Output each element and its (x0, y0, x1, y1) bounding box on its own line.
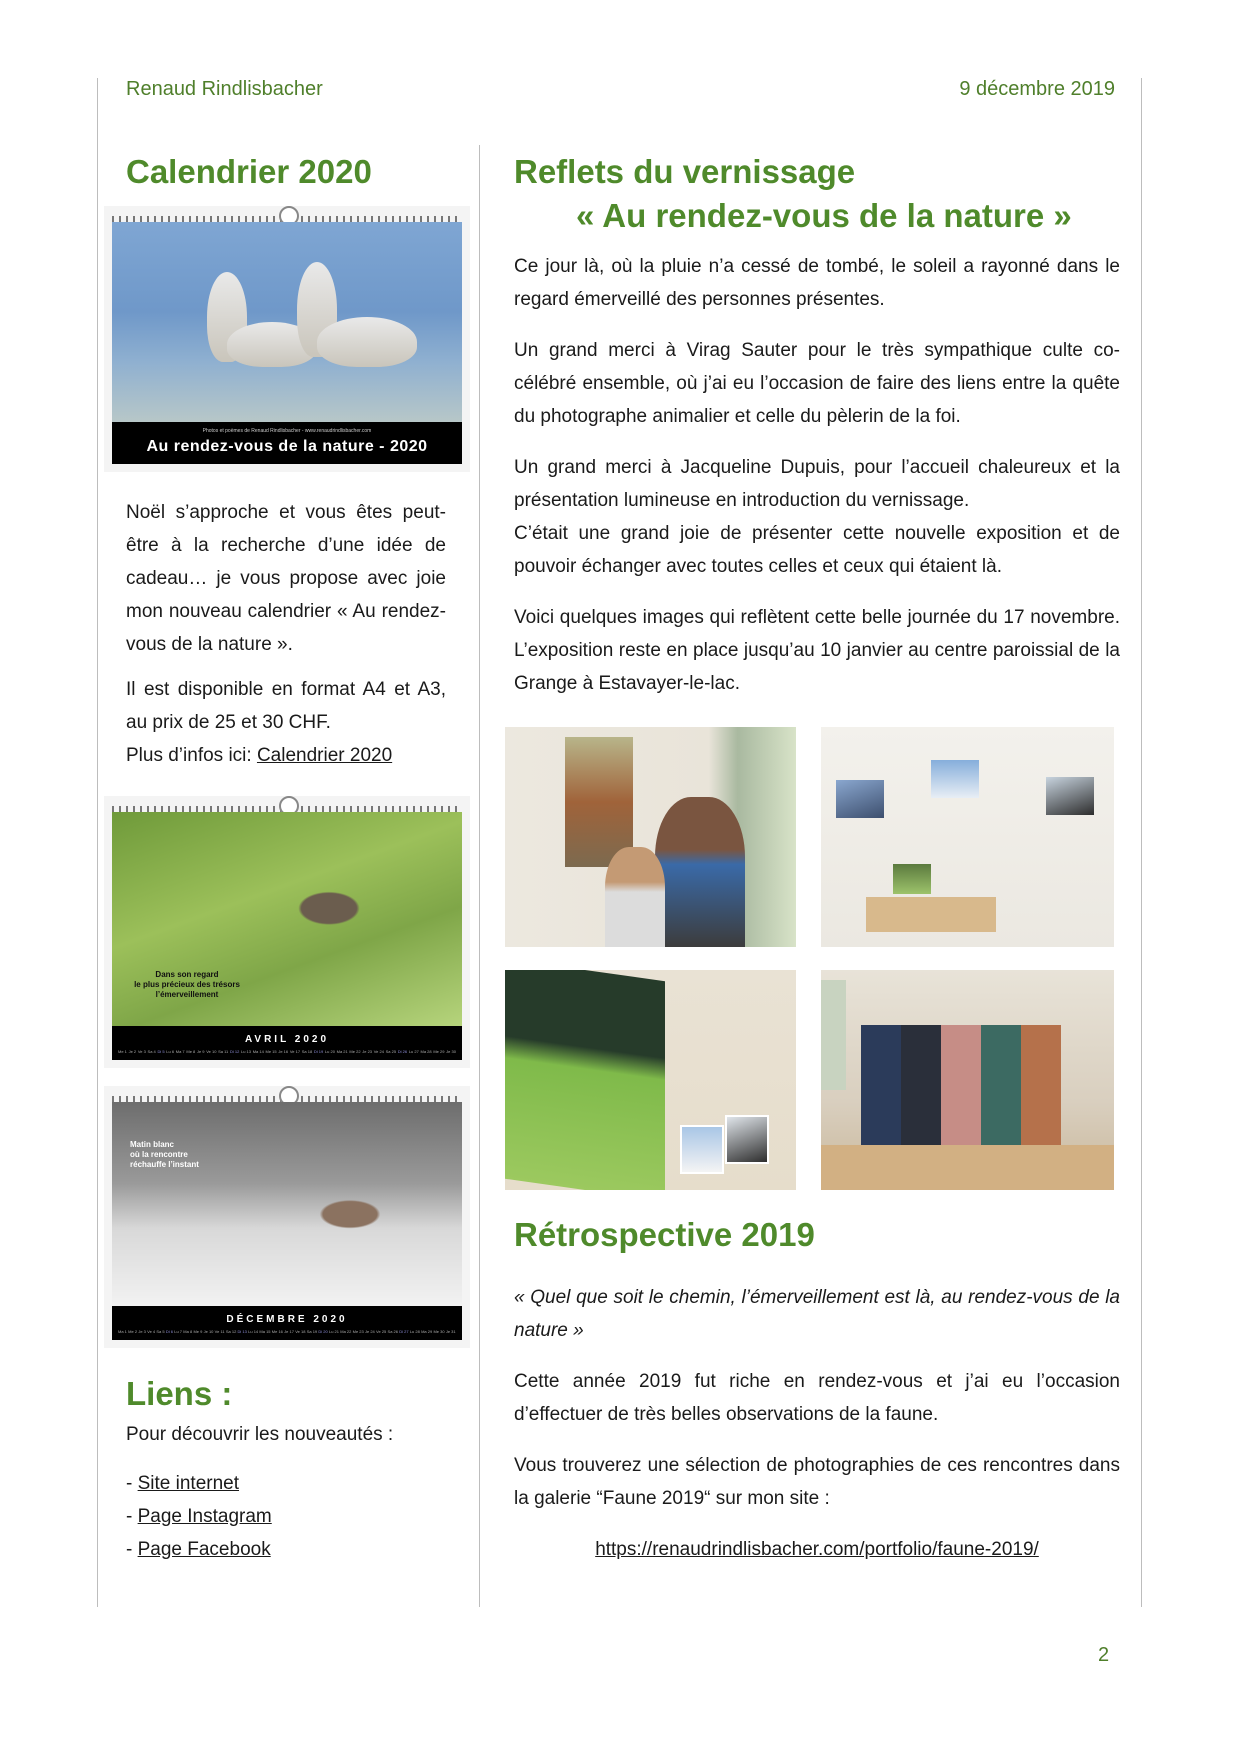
calendar-day: Ve 18 (295, 1329, 306, 1334)
cover-credit: Photos et poèmes de Renaud Rindlisbacher - www.renaudrindlisbacher.com (202, 428, 372, 434)
link-bullet: - (126, 1473, 138, 1494)
calendar-day: Je 16 (278, 1049, 289, 1054)
page-number: 2 (1098, 1644, 1110, 1666)
calendar-day: Me 15 (265, 1049, 277, 1054)
site-internet-link[interactable]: Site internet (137, 1473, 240, 1494)
calendar-day: Sa 25 (385, 1049, 397, 1054)
calendar-day: Je 31 (445, 1329, 456, 1334)
calendar-day: Lu 14 (248, 1329, 259, 1334)
calendar-day: Je 17 (284, 1329, 294, 1334)
calendar-day: Sa 19 (306, 1329, 318, 1334)
calendar-day: Lu 21 (328, 1329, 339, 1334)
calendar-day: Me 2 (128, 1329, 138, 1334)
retrospective-quote: « Quel que soit le chemin, l’émerveillement est là, au rendez-vous de la nature » (514, 1287, 1120, 1341)
calendar-day: Ve 24 (373, 1049, 384, 1054)
poem-line: Matin blanc (130, 1140, 175, 1149)
calendar-day: Ma 29 (421, 1329, 433, 1334)
vernissage-paragraph-3a: Un grand merci à Jacqueline Dupuis, pour l’accueil chaleureux et la présentation lumineuse en introduction du vernissage. (514, 457, 1120, 511)
calendar-paragraph-2: Il est disponible en format A4 et A3, au prix de 25 et 30 CHF. (126, 679, 446, 733)
child-figure (605, 847, 665, 947)
calendar-day: Me 22 (349, 1049, 361, 1054)
calendar-day: Di 13 (237, 1329, 247, 1334)
gallery-url-line (514, 1533, 1120, 1566)
calendar-day: Di 26 (397, 1049, 408, 1054)
link-bullet: - (126, 1539, 138, 1560)
december-month-label: DÉCEMBRE 2020 (226, 1314, 348, 1325)
retrospective-section (514, 1213, 1120, 1566)
calendar-day: Sa 26 (387, 1329, 398, 1334)
calendar-day: Ma 7 (175, 1049, 185, 1054)
fox-cub-photo (112, 812, 462, 1026)
visitors (861, 1025, 1061, 1145)
calendar-day: Ma 15 (259, 1329, 271, 1334)
links-section-title: Liens : (126, 1375, 233, 1412)
table (821, 1145, 1114, 1190)
cover-band (112, 422, 462, 464)
link-bullet: - (126, 1506, 138, 1527)
calendar-day: Me 1 (118, 1049, 127, 1054)
left-column (118, 150, 456, 1566)
header-author: Renaud Rindlisbacher (126, 78, 323, 100)
calendar-day: Me 9 (193, 1329, 203, 1334)
calendar-day: Je 3 (138, 1329, 146, 1334)
calendar-day: Di 20 (318, 1329, 328, 1334)
more-info-line (126, 739, 446, 772)
calendar-day: Ve 3 (137, 1049, 146, 1054)
vernissage-paragraph-1: Ce jour là, où la pluie n’a cessé de tombé, le soleil a rayonné dans le regard émerveillé des personnes présentes. (514, 256, 1120, 310)
poem-line: où la rencontre (130, 1150, 188, 1159)
calendar-day: Di 27 (399, 1329, 409, 1334)
postcard-2 (725, 1115, 769, 1164)
links-intro: Pour découvrir les nouveautés : (126, 1424, 394, 1445)
calendar-day: Ve 11 (214, 1329, 225, 1334)
photo-visitors-group (821, 970, 1114, 1190)
poem-line: Dans son regard (155, 970, 219, 979)
calendar-december-image (104, 1086, 470, 1348)
print-1 (836, 780, 884, 818)
link-item (126, 1500, 446, 1533)
calendar-day: Lu 20 (324, 1049, 335, 1054)
december-poem (130, 1140, 199, 1170)
december-band (112, 1306, 462, 1340)
poem-line: l’émerveillement (155, 990, 219, 999)
calendar-day: Lu 7 (174, 1329, 183, 1334)
cygnets-photo (112, 222, 462, 422)
poem-line: le plus précieux des trésors (134, 980, 240, 989)
calendar-day: Ma 28 (420, 1049, 432, 1054)
calendar-day: Ma 8 (183, 1329, 193, 1334)
retrospective-title: Rétrospective 2019 (514, 1216, 815, 1253)
calendar-day: Lu 6 (166, 1049, 175, 1054)
cover-title: Au rendez-vous de la nature - 2020 (146, 438, 428, 455)
calendar-day: Di 19 (313, 1049, 324, 1054)
april-day-row (112, 1045, 462, 1060)
vernissage-title-line-2: « Au rendez-vous de la nature » (576, 197, 1072, 234)
column-divider-rule (479, 145, 480, 1607)
vernissage-title-line-1: Reflets du vernissage (514, 153, 856, 190)
photo-man-with-child (505, 727, 796, 947)
cygnet-right-body (317, 317, 417, 367)
calendar-day: Sa 11 (218, 1049, 229, 1054)
print-3 (1046, 777, 1094, 815)
print-on-table (893, 864, 931, 894)
window (821, 980, 846, 1090)
calendar-day: Ve 4 (147, 1329, 156, 1334)
right-border-rule (1141, 78, 1142, 1607)
header-date: 9 décembre 2019 (959, 78, 1115, 100)
link-item (126, 1467, 446, 1500)
calendar-day: Di 5 (157, 1049, 165, 1054)
calendar-day: Ma 22 (340, 1329, 352, 1334)
vernissage-paragraph-3b: C’était une grand joie de présenter cette nouvelle exposition et de pouvoir échanger avec toutes celles et ceux qui étaient là. (514, 523, 1120, 577)
links-list (126, 1467, 446, 1566)
right-column (514, 150, 1120, 700)
calendar-day: Lu 28 (409, 1329, 420, 1334)
vernissage-paragraph-4: Voici quelques images qui reflètent cette belle journée du 17 novembre. L’exposition reste en place jusqu’au 10 janvier au centre paroissial de la Grange à Estavayer-le-lac. (514, 607, 1120, 694)
calendar-day: Ve 10 (206, 1049, 217, 1054)
calendar-day: Je 2 (128, 1049, 137, 1054)
vernissage-paragraph-2: Un grand merci à Virag Sauter pour le très sympathique culte co-célébré ensemble, où j’ai eu l’occasion de faire des liens entre la quête du photographe animalier et celle du pèlerin de la foi. (514, 340, 1120, 427)
calendar-day: Me 30 (433, 1329, 445, 1334)
calendar-day: Me 23 (352, 1329, 364, 1334)
calendar-day: Je 9 (196, 1049, 205, 1054)
calendar-day: Ma 14 (252, 1049, 264, 1054)
calendar-day: Ma 21 (336, 1049, 348, 1054)
calendar-day: Me 16 (271, 1329, 283, 1334)
calendar-day: Je 30 (446, 1049, 456, 1054)
photo-exhibition-wall (821, 727, 1114, 947)
poem-line: réchauffe l’instant (130, 1160, 199, 1169)
calendar-day: Di 12 (229, 1049, 240, 1054)
calendar-cover-image (104, 206, 470, 472)
calendar-day: Me 29 (433, 1049, 445, 1054)
december-day-row (112, 1325, 462, 1340)
calendar-day: Je 23 (362, 1049, 373, 1054)
calendar-day: Lu 13 (241, 1049, 252, 1054)
april-band (112, 1026, 462, 1060)
retrospective-paragraph-1: Cette année 2019 fut riche en rendez-vous et j’ai eu l’occasion d’effectuer de très belles observations de la faune. (514, 1371, 1120, 1425)
calendar-day: Ve 17 (289, 1049, 301, 1054)
retrospective-paragraph-2: Vous trouverez une sélection de photographies de ces rencontres dans la galerie “Faune 2019“ sur mon site : (514, 1455, 1120, 1509)
calendar-day: Di 6 (165, 1329, 173, 1334)
calendar-day: Ve 25 (376, 1329, 387, 1334)
calendar-day: Je 10 (203, 1329, 214, 1334)
instagram-link[interactable]: Page Instagram (137, 1506, 272, 1527)
man-figure (655, 797, 745, 947)
calendar-day: Ma 1 (118, 1329, 127, 1334)
calendar-day: Lu 27 (408, 1049, 419, 1054)
link-item (126, 1533, 446, 1566)
calendar-2020-link[interactable]: Calendrier 2020 (256, 745, 393, 766)
calendar-day: Je 24 (365, 1329, 375, 1334)
print-2 (931, 760, 979, 798)
calendar-april-image (104, 796, 470, 1068)
april-poem (132, 970, 242, 1000)
postcard-1 (680, 1125, 724, 1174)
roe-deer-photo (112, 1102, 462, 1306)
photo-fox-print-on-easel (505, 970, 796, 1190)
faune-2019-link[interactable]: https://renaudrindlisbacher.com/portfolio/faune-2019/ (595, 1539, 1039, 1560)
table (866, 897, 996, 932)
left-border-rule (97, 78, 98, 1607)
april-month-label: AVRIL 2020 (244, 1034, 330, 1045)
calendar-day: Sa 12 (225, 1329, 237, 1334)
calendar-section-title: Calendrier 2020 (126, 153, 372, 190)
fox-print (505, 970, 665, 1190)
calendar-day: Sa 5 (156, 1329, 165, 1334)
more-info-prefix: Plus d’infos ici: (126, 745, 257, 766)
calendar-day: Me 8 (186, 1049, 196, 1054)
facebook-link[interactable]: Page Facebook (137, 1539, 271, 1560)
calendar-day: Sa 4 (147, 1049, 156, 1054)
calendar-day: Sa 18 (301, 1049, 313, 1054)
calendar-paragraph-1: Noël s’approche et vous êtes peut-être à la recherche d’une idée de cadeau… je vous propose avec joie mon nouveau calendrier « Au rendez-vous de la nature ». (126, 502, 446, 655)
